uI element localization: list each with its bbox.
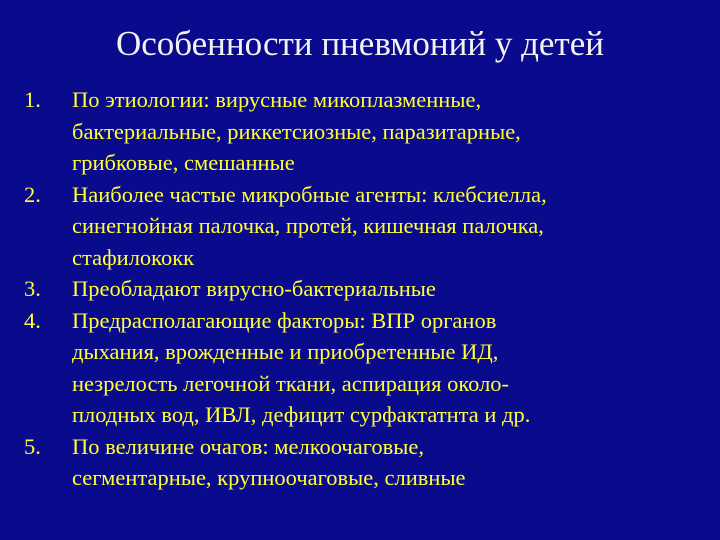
item-number: 5. [24,433,41,459]
item-line: Предрасполагающие факторы: ВПР органов [72,307,497,333]
slide-title: Особенности пневмоний у детей [115,24,604,63]
list-item [24,179,704,274]
list-item [24,84,704,179]
list-item [24,305,704,431]
item-line: стафилококк [72,244,195,270]
item-number: 2. [24,181,41,207]
item-line: По величине очагов: мелкоочаговые, [72,433,425,459]
item-line: бактериальные, риккетсиозные, паразитарные, [72,118,521,144]
item-number: 4. [24,307,41,333]
list-item [24,273,704,305]
item-line: плодных вод, ИВЛ, дефицит сурфактатнта и др. [72,402,531,427]
list-item [24,431,704,494]
item-line: сегментарные, крупноочаговые, сливные [72,465,466,490]
item-line: незрелость легочной ткани, аспирация около- [72,370,510,396]
item-number: 3. [24,276,41,301]
item-number: 1. [24,87,41,112]
item-line: синегнойная палочка, протей, кишечная палочка, [72,213,544,238]
item-line: По этиологии: вирусные микоплазменные, [72,87,482,112]
item-line: Наиболее частые микробные агенты: клебсиелла, [72,181,547,207]
bullet-list [24,84,704,494]
item-line: дыхания, врожденные и приобретенные ИД, [72,339,499,364]
item-line: Преобладают вирусно-бактериальные [72,276,436,301]
item-line: грибковые, смешанные [72,150,295,175]
